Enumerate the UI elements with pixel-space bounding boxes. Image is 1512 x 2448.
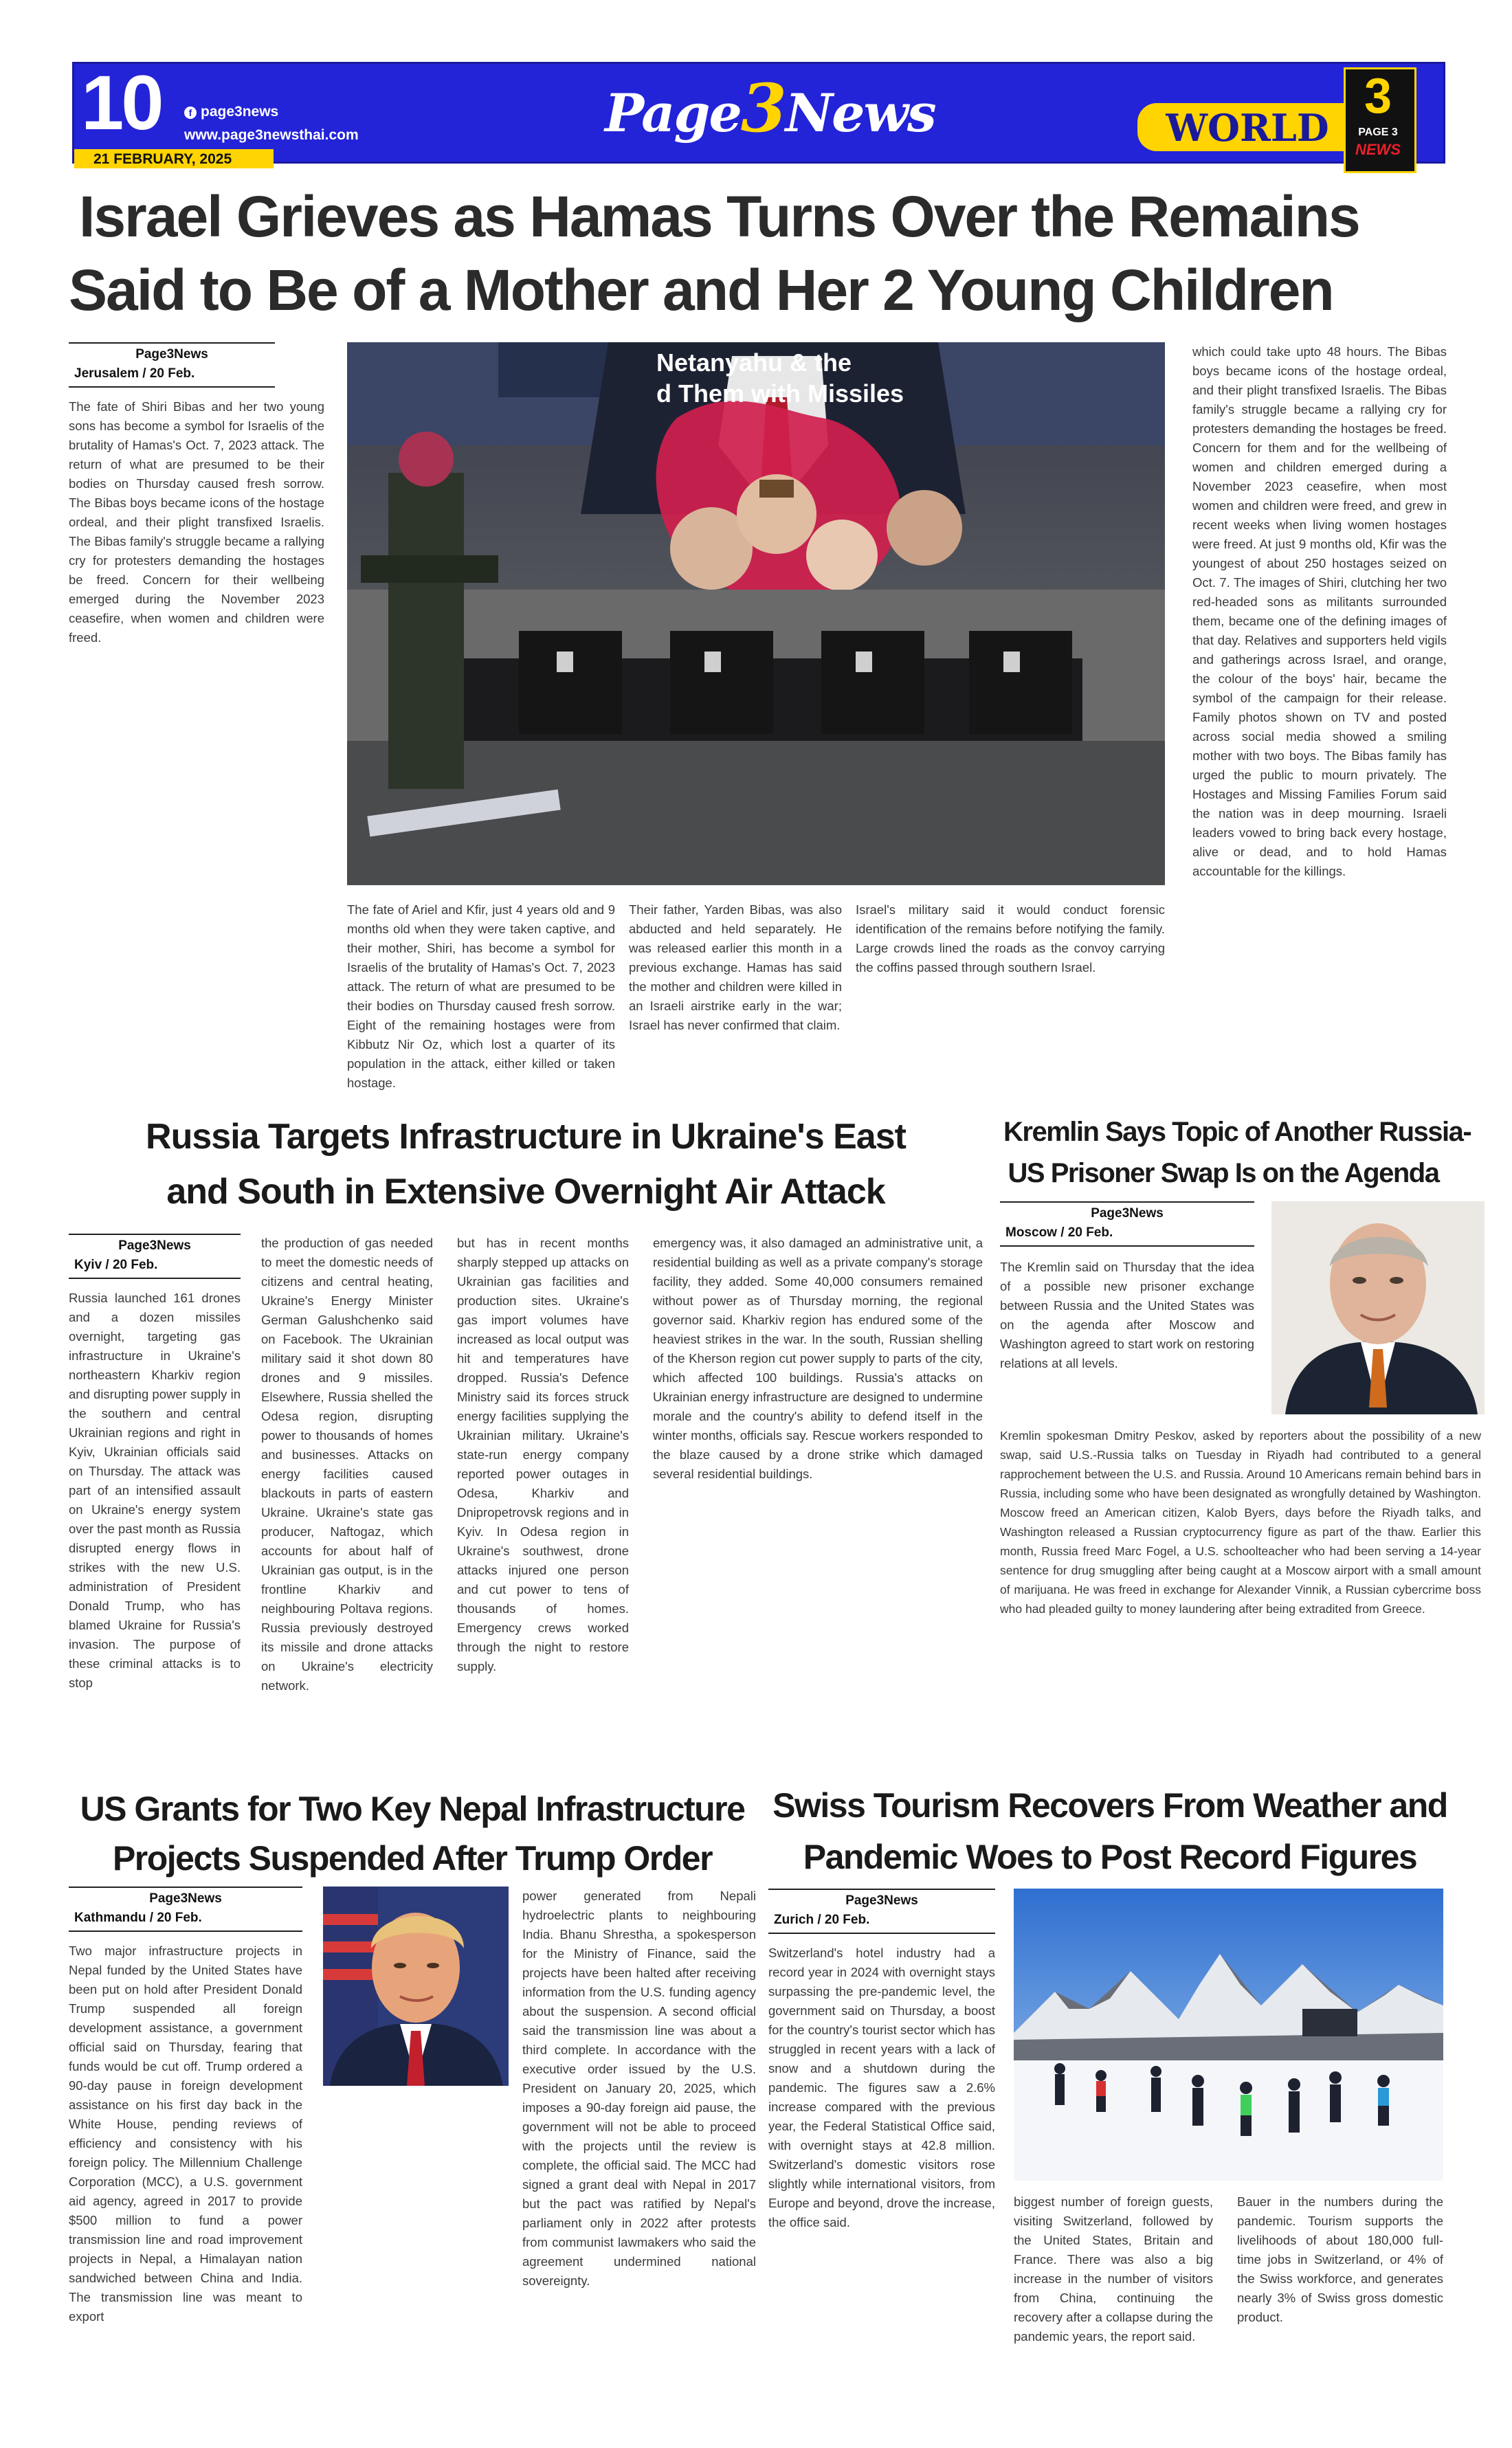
story5-headline-line1[interactable]: Swiss Tourism Recovers From Weather and bbox=[772, 1786, 1447, 1825]
story5-column-3: Bauer in the numbers during the pandemic. Tourism supports the livelihoods of about 180,000 full-time jobs in Switzerland, or 4% of the Swiss workforce, and generates nearly 3% of Swiss gross domestic product. bbox=[1237, 2194, 1443, 2324]
story2-column-1: Russia launched 161 drones and a dozen missiles overnight, targeting gas infrastructure in Ukraine's northeastern Kharkiv region and disrupting power supply in the southern and central Ukrainian regions and right in Kyiv, Ukrainian officials said on Thursday. The attack was part of an intensified assault on Ukraine's energy system over the past month as Russia disrupted energy flows in strikes with the new U.S. administration of President Donald Trump, who has blamed Ukraine for Russia's invasion. The purpose of these criminal attacks is to stop bbox=[69, 1291, 241, 1690]
website-link[interactable]: www.page3newsthai.com bbox=[184, 127, 359, 143]
story2-column-2: the production of gas needed to meet the domestic needs of citizens and central heating, Ukraine's Energy Minister German Galushchenko said on Facebook. The Ukrainian military said it shot down 80 drones and 9 missiles. Elsewhere, Russia shelled the Odesa region, disrupting power to thousands of homes and businesses. Attacks on energy facilities caused blackouts in parts of eastern Ukraine. Ukraine's state gas producer, Naftogaz, which accounts for about half of Ukrainian gas output, is in the frontline Kharkiv and neighbouring Poltava regions. Russia previously destroyed its missile and drone attacks on Ukraine's electricity network. bbox=[261, 1236, 433, 1693]
story3-headline-line1[interactable]: Kremlin Says Topic of Another Russia- bbox=[1003, 1117, 1471, 1147]
social-handle[interactable]: f page3news bbox=[184, 104, 278, 119]
story2-column-4: emergency was, it also damaged an administrative unit, a residential building as well as a private company's storage facility, they added. Some 40,000 consumers remained without power as of Thursday morning, the regional governor said. Kharkiv region has endured some of the heaviest strikes in the war. In the south, Russian shelling of the Kherson region cut power supply to parts of the city, which affected 100 buildings. Russia's attacks on Ukrainian energy infrastructure are designed to undermine morale and the country's ability to defend itself in the winter months, officials say. Rescue workers responded to the blaze caused by a drone strike which damaged several residential buildings. bbox=[653, 1236, 983, 1481]
president-portrait bbox=[323, 1887, 509, 2086]
photo-overlay-text2: d Them with Missiles bbox=[656, 379, 904, 408]
story1-source: Page3News bbox=[135, 347, 208, 361]
story3-body: Kremlin spokesman Dmitry Peskov, asked by reporters about the possibility of a new swap, said U.S.-Russia talks on Tuesday in Riyadh had contributed to a general rapprochement between the U.S. and Russia. Around 10 Americans remain behind bars in Russia, including some who have been designated as wrongfully detained by Washington. Moscow freed an American citizen, Kalob Byers, days before the Riyadh talks, and Washington released a Russian cryptocurrency figure as part of the thaw. Earlier this month, Russia freed Marc Fogel, a U.S. schoolteacher who had been serving a 14-year sentence for drug smuggling after being caught at a Moscow airport with a small amount of marijuana. He was freed in exchange for Alexander Vinnik, a Russian cybercrime boss who had pleaded guilty to money laundering after being extradited from Greece. bbox=[1000, 1429, 1481, 1616]
story3-dateline: Moscow / 20 Feb. bbox=[1005, 1225, 1113, 1240]
story4-byline bbox=[69, 1887, 302, 1932]
story2-source: Page3News bbox=[118, 1238, 191, 1253]
story5-column-1: Switzerland's hotel industry had a record year in 2024 with overnight stays surpassing the pre-pandemic level, the government said on Thursday, a boost for the country's tourist sector which has struggled in recent years with a lack of snow and a shutdown during the pandemic. The figures saw a 2.6% increase compared with the previous year, the Federal Statistical Office said, with overnight stays at 42.8 million. Switzerland's domestic visitors rose slightly while international visitors, from Europe and beyond, drove the increase, the office said. bbox=[768, 1946, 995, 2229]
story5-photo[interactable] bbox=[1014, 1889, 1443, 2181]
story4-source: Page3News bbox=[149, 1891, 222, 1906]
spokesman-portrait bbox=[1271, 1201, 1485, 1414]
story2-byline bbox=[69, 1234, 241, 1279]
story1-headline-line1[interactable]: Israel Grieves as Hamas Turns Over the Remains bbox=[79, 184, 1359, 249]
story2-headline-line2[interactable]: and South in Extensive Overnight Air Attack bbox=[166, 1172, 885, 1212]
story1-column-mid2: Their father, Yarden Bibas, was also abducted and held separately. He was released earlier this month in a previous exchange. Hamas has said the mother and children were killed in an Israeli airstrike early in the war; Israel has never confirmed that claim. bbox=[629, 902, 842, 1032]
page-number: 10 bbox=[81, 60, 162, 146]
story1-dateline: Jerusalem / 20 Feb. bbox=[74, 366, 195, 381]
story4-dateline: Kathmandu / 20 Feb. bbox=[74, 1911, 202, 1925]
story5-byline bbox=[768, 1889, 995, 1934]
story1-column-mid3: Israel's military said it would conduct forensic identification of the remains before notifying the family. Large crowds lined the roads as the convoy carrying the coffins passed through southern Israel. bbox=[856, 902, 1165, 975]
story3-headline-line2[interactable]: US Prisoner Swap Is on the Agenda bbox=[1008, 1158, 1439, 1188]
story2-dateline: Kyiv / 20 Feb. bbox=[74, 1258, 158, 1272]
story2-column-3: but has in recent months sharply stepped up attacks on Ukrainian gas facilities and production sites. Ukraine's gas import volumes have increased as local output was hit and temperatures have dropped. Russia's Defence Ministry said its forces struck energy facilities supplying the Ukrainian military. Ukraine's state-run energy company reported power outages in Odesa, Kharkiv and Dnipropetrovsk regions and in Kyiv. In Odesa region in Ukraine's southwest, drone attacks injured one person and cut power to tens of thousands of homes. Emergency crews worked through the night to restore supply. bbox=[457, 1236, 629, 1673]
story4-column-1: Two major infrastructure projects in Nepal funded by the United States have been put on hold after President Donald Trump suspended all foreign development assistance, a government official said on Thursday, fearing that funds would be cut off. Trump ordered a 90-day pause in foreign development assistance on his first day back in the White House, pending reviews of efficiency and consistency with his foreign policy. The Millennium Challenge Corporation (MCC), a U.S. government aid agency, agreed in 2017 to provide $500 million to fund a power transmission line and road improvement projects in Nepal, a Himalayan nation sandwiched between China and India. The transmission line was meant to export bbox=[69, 1944, 302, 2324]
logo-text-news: News bbox=[785, 82, 935, 144]
story1-column-right: which could take upto 48 hours. The Bibas boys became icons of the hostage ordeal, and their plight transfixed Israelis. The Bibas family's struggle became a rallying cry for protesters demanding the hostages be freed. Concern for them and for the wellbeing of women and children emerged during a November 2023 ceasefire, when most women and children were freed, and grew in recent weeks when living women hostages were freed. At just 9 months old, Kfir was the youngest of about 250 hostages seized on Oct. 7. The images of Shiri, clutching her two red-headed sons as militants surrounded them, became one of the defining images of that day. Relatives and supporters held vigils and gatherings across Israel, and orange, the colour of the boys' hair, became the symbol of the campaign for their release. Family photos shown on TV and posted across social media showed a smiling mother with two boys. The Bibas family has urged the public to mourn privately. The Hostages and Missing Families Forum said the nation was in deep mourning. Israeli leaders vowed to bring back every hostage, alive or dead, and to hold Hamas accountable for the killings. bbox=[1192, 344, 1447, 878]
story4-photo[interactable] bbox=[323, 1887, 509, 2086]
story3-source: Page3News bbox=[1091, 1206, 1164, 1221]
story1-headline-line2[interactable]: Said to Be of a Mother and Her 2 Young Children bbox=[69, 258, 1333, 322]
hostage-ceremony-photo bbox=[347, 342, 1165, 885]
story1-photo[interactable] bbox=[347, 342, 1165, 885]
issue-date: 21 FEBRUARY, 2025 bbox=[93, 151, 232, 167]
story4-headline-line1[interactable]: US Grants for Two Key Nepal Infrastructure bbox=[80, 1790, 745, 1828]
story3-intro: The Kremlin said on Thursday that the idea of a possible new prisoner exchange between Russia and the United States was on the agenda after Moscow and Washington agreed to start work on restoring relations at all levels. bbox=[1000, 1260, 1254, 1370]
story4-headline-line2[interactable]: Projects Suspended After Trump Order bbox=[112, 1839, 713, 1878]
logo-text-page: Page bbox=[605, 82, 741, 144]
story1-column-mid: The fate of Ariel and Kfir, just 4 years old and 9 months old when they were taken captive, and their mother, Shiri, has become a symbol for Israelis of the brutality of Hamas's Oct. 7, 2023 attack. The return of what are presumed to be their bodies on Thursday caused fresh sorrow. Eight of the remaining hostages were from Kibbutz Nir Oz, which lost a quarter of its population in the attack, either killed or taken hostage. bbox=[347, 902, 615, 1090]
story1-column-left: The fate of Shiri Bibas and her two young sons has become a symbol for Israelis of the brutality of Hamas's Oct. 7, 2023 attack. The return of what are presumed to be their bodies on Thursday caused fresh sorrow. The Bibas boys became icons of the hostage ordeal, and their plight transfixed Israelis. The Bibas family's struggle became a rallying cry for protesters demanding the hostages be freed. Concern for their wellbeing emerged during the November 2023 ceasefire, when women and children were freed. bbox=[69, 399, 324, 645]
section-label[interactable]: WORLD bbox=[1166, 106, 1329, 150]
ski-resort-photo bbox=[1014, 1889, 1443, 2181]
newspaper-logo[interactable] bbox=[605, 69, 935, 147]
story4-column-2: power generated from Nepali hydroelectric plants to neighbouring India. Bhanu Shrestha, a spokesperson for the Ministry of Finance, said the projects have been halted after receiving information from the U.S. funding agency about the suspension. A second official said the transmission line was about a third complete. In accordance with the executive order issued by the U.S. President on January 20, 2025, which imposes a 90-day foreign aid pause, the government will not be able to proceed with the projects until the review is complete, the official said. The MCC had signed a grant deal with Nepal in 2017 but the pact was ratified by Nepal's parliament only in 2022 after protests from communist lawmakers who said the agreement undermined national sovereignty. bbox=[522, 1889, 756, 2288]
facebook-icon: f bbox=[184, 107, 197, 119]
story5-column-2: biggest number of foreign guests, visiting Switzerland, followed by the United States, Britain and France. There was also a big increase in the number of visitors from China, continuing the recovery after a collapse during the pandemic years, the report said. bbox=[1014, 2194, 1213, 2344]
story3-byline bbox=[1000, 1201, 1254, 1247]
story3-photo[interactable] bbox=[1271, 1201, 1485, 1414]
badge-news-text: NEWS bbox=[1355, 141, 1401, 158]
story5-dateline: Zurich / 20 Feb. bbox=[774, 1913, 870, 1927]
photo-overlay-text1: Netanyahu & the bbox=[656, 348, 852, 377]
badge-page-text: PAGE 3 bbox=[1358, 126, 1398, 138]
story2-headline-line1[interactable]: Russia Targets Infrastructure in Ukraine's East bbox=[146, 1117, 906, 1157]
story5-source: Page3News bbox=[845, 1893, 918, 1908]
story5-headline-line2[interactable]: Pandemic Woes to Post Record Figures bbox=[803, 1838, 1417, 1876]
story1-byline bbox=[69, 342, 275, 388]
badge-number: 3 bbox=[1364, 69, 1392, 124]
logo-text-three: 3 bbox=[740, 69, 786, 147]
